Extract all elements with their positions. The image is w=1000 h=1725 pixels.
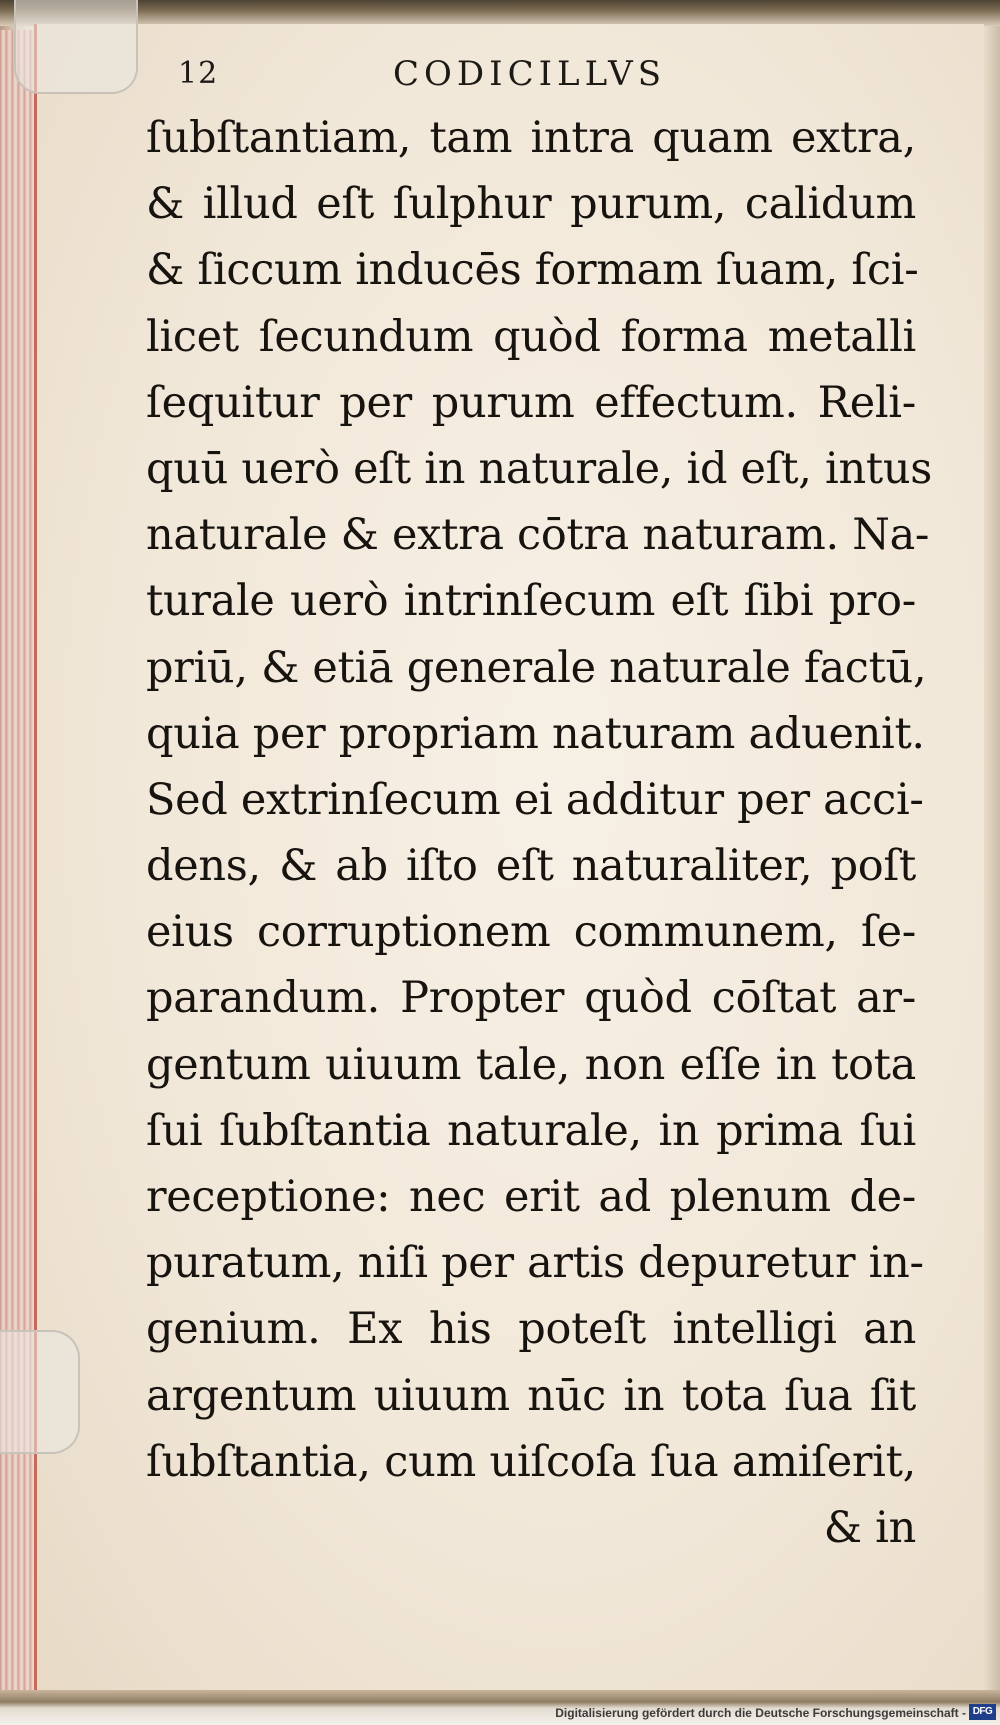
running-head: CODICILLVS (393, 54, 666, 94)
text-line: ſui ſubſtantia naturale, in prima ſui (146, 1105, 916, 1156)
text-line: quū uerò eſt in naturale, id eſt, intus (146, 443, 933, 494)
text-line: puratum, niſi per artis depuretur in- (146, 1238, 924, 1289)
text-line: licet ſecundum quòd forma metalli (146, 311, 916, 362)
text-line: & illud eſt ſulphur purum, calidum (146, 179, 916, 230)
digitization-credit: Digitalisierung gefördert durch die Deutsche Forschungsgemeinschaft - (555, 1706, 966, 1720)
text-line: & ſiccum inducēs formam ſuam, ſci- (146, 245, 919, 296)
text-line: ſequitur per purum effectum. Reli- (146, 377, 916, 428)
text-line: quia per propriam naturam aduenit. (146, 708, 925, 759)
text-line: receptione: nec erit ad plenum de- (146, 1172, 916, 1222)
catchword: & in (823, 1502, 916, 1553)
text-line: gentum uiuum tale, non eſſe in tota (146, 1039, 916, 1090)
page-number: 12 (178, 56, 219, 91)
page-header (178, 50, 878, 100)
text-line: turale uerò intrinſecum eſt ſibi pro- (146, 576, 916, 627)
text-line: parandum. Propter quòd cōſtat ar- (146, 973, 916, 1024)
text-line: priū, & etiā generale naturale factū, (146, 642, 927, 693)
top-page-edge (0, 0, 1000, 26)
text-line: eius corruptionem communem, ſe- (146, 907, 916, 958)
text-line: ſubſtantiam, tam intra quam extra, (146, 113, 916, 163)
text-line: dens, & ab iſto eſt naturaliter, poſt (146, 841, 916, 892)
body-text (146, 105, 933, 1561)
dfg-logo: DFG (969, 1704, 996, 1720)
text-line: naturale & extra cōtra naturam. Na- (146, 510, 930, 561)
text-line: ſubſtantia, cum uiſcoſa ſua amiſerit, (146, 1436, 916, 1487)
left-book-clip (0, 1330, 80, 1454)
text-line: genium. Ex his poteſt intelligi an (146, 1304, 916, 1355)
text-line: Sed extrinſecum ei additur per acci- (146, 774, 924, 825)
top-book-clip (14, 0, 138, 94)
text-line: argentum uiuum nūc in tota ſua ſit (146, 1370, 916, 1421)
